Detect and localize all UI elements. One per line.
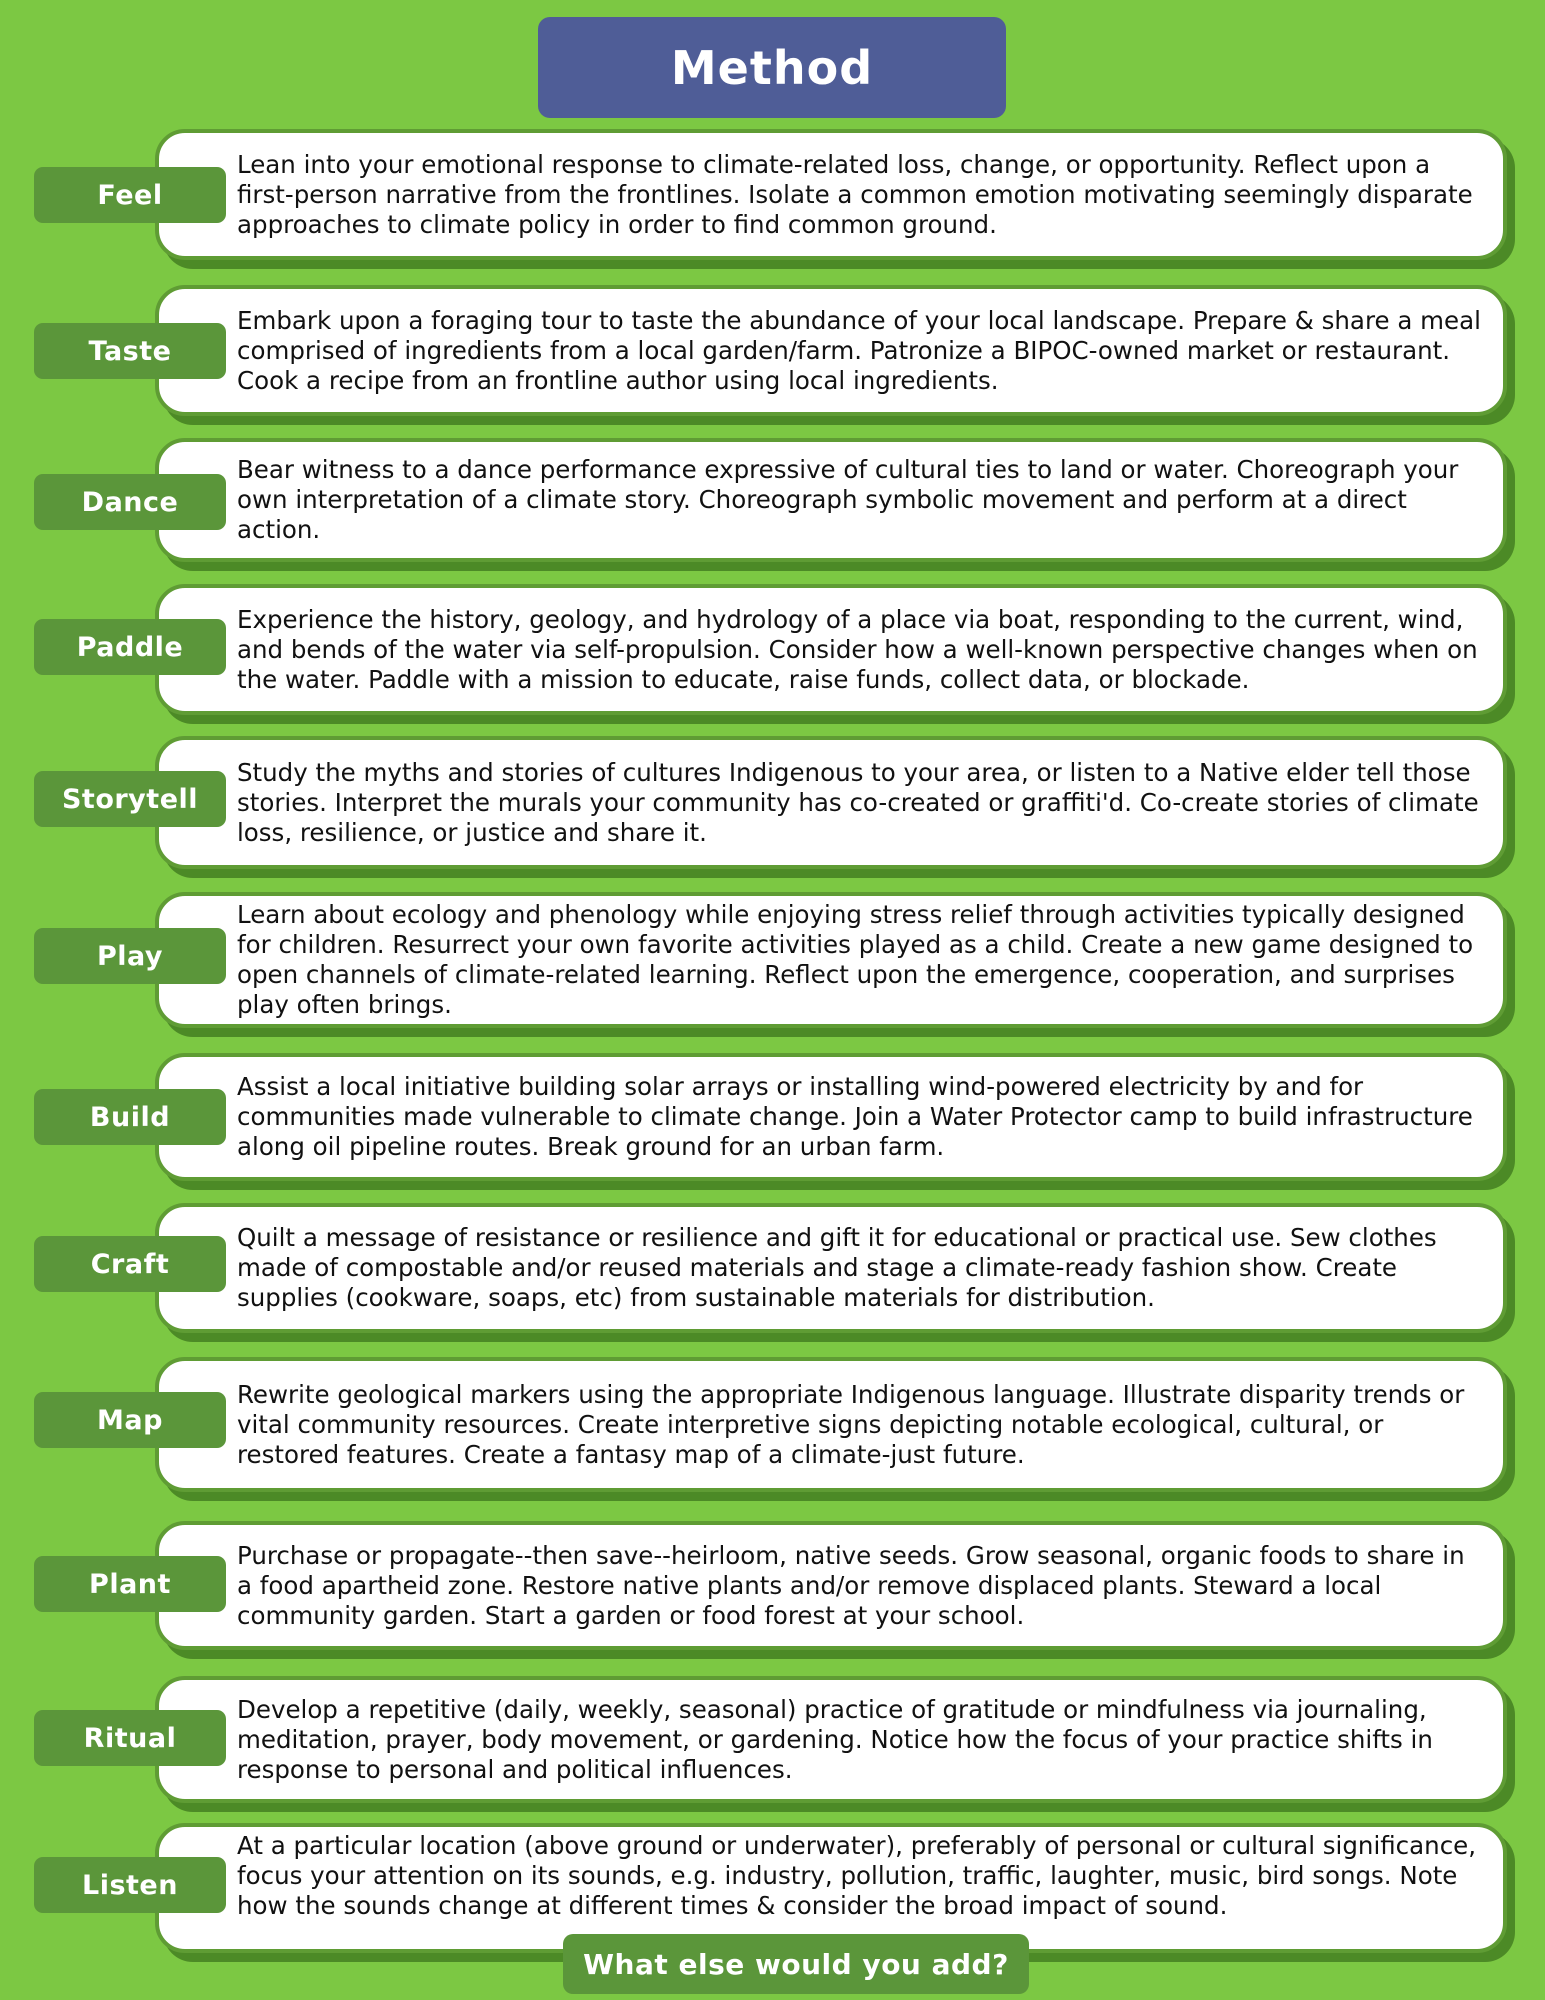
method-text-craft: Quilt a message of resistance or resilience and gift it for educational or practical use. Sew clothes made of compostable and/or reused materials and stage a climate-ready fashion show. Create supplies (cookware, soaps, etc) from sustainable materials for distribution. [237, 1223, 1437, 1312]
method-text-map: Rewrite geological markers using the appropriate Indigenous language. Illustrate disparity trends or vital community resources. Create interpretive signs depicting notable ecological, cultural, or restored features. Create a fantasy map of a climate-just future. [237, 1379, 1465, 1469]
method-label-paddle: Paddle [34, 619, 226, 675]
method-text-dance: Bear witness to a dance performance expressive of cultural ties to land or water. Choreograph your own interpretation of a climate story. Choreograph symbolic movement and perform at a direct action. [237, 455, 1459, 544]
method-card-play [155, 892, 1507, 1028]
method-row-ritual [0, 1676, 1545, 1803]
method-text-play: Learn about ecology and phenology while enjoying stress relief through activities typically designed for children. Resurrect your own favorite activities played as a child. Create a new game designed to open channels of climate-related learning. Reflect upon the emergence, cooperation, and surprises play often brings. [237, 900, 1474, 1019]
method-label-dance: Dance [34, 474, 226, 530]
method-card-storytell [155, 736, 1507, 869]
method-text-paddle: Experience the history, geology, and hydrology of a place via boat, responding to the current, wind, and bends of the water via self-propulsion. Consider how a well-known perspective changes when on the water. Paddle with a mission to educate, raise funds, collect data, or blockade. [237, 604, 1478, 694]
method-label-plant: Plant [34, 1556, 226, 1612]
footer-prompt: What else would you add? [563, 1934, 1029, 1994]
method-text-ritual: Develop a repetitive (daily, weekly, seasonal) practice of gratitude or mindfulness via journaling, meditation, prayer, body movement, or gardening. Notice how the focus of your practice shifts in response to personal and political influences. [237, 1694, 1433, 1784]
method-card-plant [155, 1521, 1507, 1650]
method-row-map [0, 1357, 1545, 1492]
method-row-craft [0, 1203, 1545, 1333]
method-card-paddle [155, 584, 1507, 715]
method-row-plant [0, 1521, 1545, 1650]
method-card-craft [155, 1203, 1507, 1333]
method-text-listen: At a particular location (above ground or underwater), preferably of personal or cultural significance, focus your attention on its sounds, e.g. industry, pollution, traffic, laughter, music, bird songs. Note how the sounds change at different times & consider the broad impact of sound. [237, 1831, 1477, 1920]
method-text-build: Assist a local initiative building solar arrays or installing wind-powered electricity by and for communities made vulnerable to climate change. Join a Water Protector camp to build infrastructure along oil pipeline routes. Break ground for an urban farm. [237, 1072, 1473, 1161]
method-label-craft: Craft [34, 1236, 226, 1292]
method-card-dance [155, 438, 1507, 562]
method-label-ritual: Ritual [34, 1710, 226, 1766]
method-label-map: Map [34, 1392, 226, 1448]
method-label-play: Play [34, 928, 226, 984]
method-row-play [0, 892, 1545, 1028]
method-card-feel [155, 129, 1507, 260]
method-text-taste: Embark upon a foraging tour to taste the abundance of your local landscape. Prepare & share a meal comprised of ingredients from a local garden/farm. Patronize a BIPOC-owned market or restaurant. Cook a recipe from an frontline author using local ingredients. [237, 305, 1481, 395]
method-label-storytell: Storytell [34, 771, 226, 827]
method-row-feel [0, 129, 1545, 260]
method-text-feel: Lean into your emotional response to climate-related loss, change, or opportunity. Reflect upon a first-person narrative from the frontlines. Isolate a common emotion motivating seemingly disparate approaches to climate policy in order to find common ground. [237, 149, 1473, 239]
method-card-map [155, 1357, 1507, 1492]
method-label-build: Build [34, 1089, 226, 1145]
method-row-storytell [0, 736, 1545, 869]
method-card-ritual [155, 1676, 1507, 1803]
page-title: Method [538, 17, 1006, 118]
method-card-taste [155, 285, 1507, 416]
method-row-build [0, 1053, 1545, 1181]
method-row-paddle [0, 584, 1545, 715]
method-text-storytell: Study the myths and stories of cultures Indigenous to your area, or listen to a Native elder tell those stories. Interpret the murals your community has co-created or graffiti'd. Co-create stories of climate loss, resilience, or justice and share it. [237, 757, 1479, 847]
method-text-plant: Purchase or propagate--then save--heirloom, native seeds. Grow seasonal, organic foods to share in a food apartheid zone. Restore native plants and/or remove displaced plants. Steward a local community garden. Start a garden or food forest at your school. [237, 1540, 1465, 1630]
method-row-dance [0, 438, 1545, 562]
method-label-feel: Feel [34, 167, 226, 223]
method-card-build [155, 1053, 1507, 1181]
method-row-taste [0, 285, 1545, 416]
method-label-taste: Taste [34, 323, 226, 379]
method-label-listen: Listen [34, 1857, 226, 1913]
